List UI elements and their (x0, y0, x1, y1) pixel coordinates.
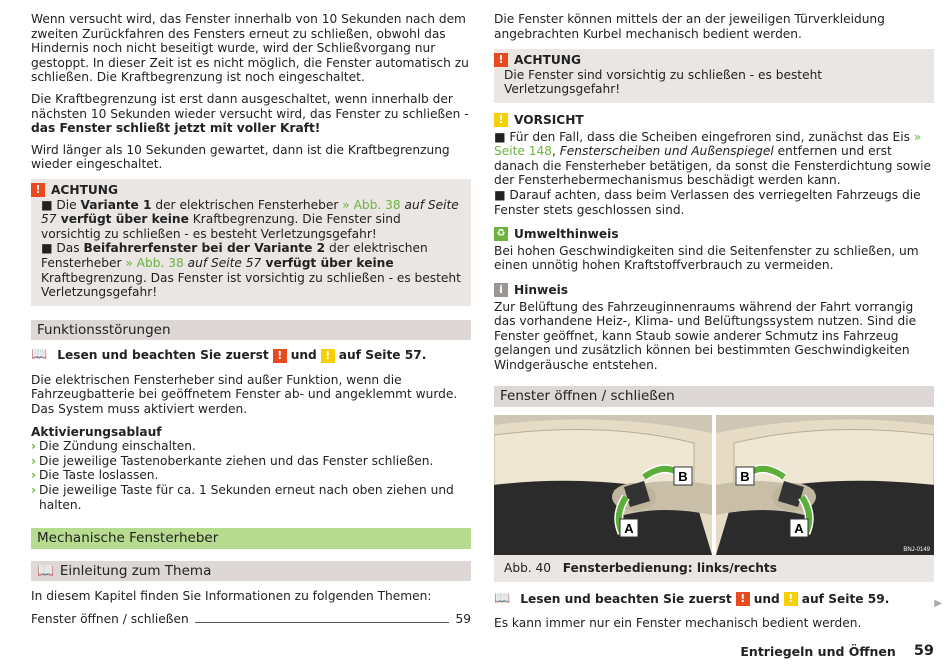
warning-icon: ! (273, 349, 287, 363)
section-heading: Fenster öffnen / schließen (494, 386, 934, 407)
eco-icon: ♻ (494, 227, 508, 241)
bold-text: Beifahrerfenster bei der Variante 2 (83, 241, 326, 256)
bold-text: verfügt über keine (261, 255, 394, 270)
read-first-note (31, 348, 471, 363)
step-item (31, 468, 471, 483)
step-text: Die Zündung einschalten. (39, 439, 196, 454)
note-head (494, 283, 934, 298)
text: und (290, 348, 317, 363)
label-b: B (678, 469, 688, 485)
warning-bullet (41, 241, 461, 299)
warning-text: Die Fenster sind vorsichtig zu schließen - es besteht Verletzungsgefahr! (504, 67, 823, 97)
warning-title: ACHTUNG (51, 182, 118, 197)
left-column (31, 12, 471, 627)
warning-head (494, 53, 924, 68)
book-icon: 📖 (37, 562, 54, 579)
caution-icon: ! (321, 349, 335, 363)
paragraph: Wenn versucht wird, das Fenster innerhalb von 10 Sekunden nach dem zweiten Zurückfahren des Fensters erneut zu schließen, obwohl das Hindernis noch nicht beseitigt wurde, wird der Schließvorgang nur gestoppt. In dieser Zeit ist es nicht möglich, die Fenster automatisch zu schließen. Die Kraftbegrenzung ist noch eingeschaltet. (31, 12, 469, 85)
italic-text: auf Seite 57 (41, 197, 459, 227)
step-item (31, 483, 471, 512)
eco-title: Umwelthinweis (514, 227, 619, 242)
bold-text: Variante 1 (80, 197, 152, 212)
step-text: Die jeweilige Taste für ca. 1 Sekunden erneut nach oben ziehen und halten. (39, 483, 454, 512)
page-link[interactable]: » Seite 148 (494, 129, 922, 159)
caution-bullet: ■ Darauf achten, dass beim Verlassen des verriegelten Fahrzeugs die Fenster stets geschlossen sind. (494, 187, 921, 217)
figure-link[interactable]: » Abb. 38 (125, 255, 184, 270)
section-heading: Funktionsstörungen (31, 320, 471, 341)
figure (494, 415, 934, 555)
text: Lesen und beachten Sie zuerst (520, 591, 732, 606)
figure-link[interactable]: » Abb. 38 (342, 197, 401, 212)
arrow-icon: › (31, 439, 37, 454)
book-icon: 📖 (31, 347, 48, 363)
text: der elektrischen Fensterheber (151, 197, 343, 212)
toc-entry[interactable] (31, 612, 471, 627)
figure-number: Abb. 40 (504, 561, 552, 576)
text: Die Kraftbegrenzung ist erst dann ausgeschaltet, wenn innerhalb der nächsten 10 Sekunden wieder versucht wird, das Fenster zu schließen - (31, 91, 469, 121)
step-text: Die Taste loslassen. (39, 468, 159, 483)
text: auf Seite 57. (338, 348, 427, 363)
bold-text: das Fenster schließt jetzt mit voller Kraft! (31, 121, 321, 136)
paragraph: Die elektrischen Fensterheber sind außer Funktion, wenn die Fahrzeugbatterie bei geöffnetem Fenster ab- und angeklemmt wurde. Das System muss aktiviert werden. (31, 372, 458, 417)
arrow-icon: › (31, 453, 37, 468)
bold-text: verfügt über keine (56, 212, 189, 227)
door-left-illustration (494, 415, 712, 555)
warning-title: ACHTUNG (514, 53, 581, 68)
warning-icon: ! (31, 183, 45, 197)
caution-title: VORSICHT (514, 112, 584, 127)
step-item (31, 439, 471, 454)
text: entfernen und erst danach die Fensterheber betätigen, da sonst die Fensterdichtung sowie der Fensterhebermechanismus beschädigt werden kann. (494, 144, 932, 188)
arrow-icon: › (31, 468, 37, 483)
text: der elektrischen Fensterheber (41, 241, 428, 270)
subheading: Aktivierungsablauf (31, 424, 162, 439)
page-number: 59 (913, 643, 934, 659)
caution-bullet (494, 130, 934, 188)
text: Kraftbegrenzung. Das Fenster ist vorsichtig zu schließen - es besteht Verletzungsgefahr! (41, 270, 461, 300)
figure-title: Fensterbedienung: links/rechts (562, 561, 777, 576)
paragraph: Wird länger als 10 Sekunden gewartet, dann ist die Kraftbegrenzung wieder eingeschaltet. (31, 142, 450, 172)
text: , (552, 144, 560, 159)
figure-caption (494, 555, 934, 582)
caution-icon: ! (784, 592, 798, 606)
warning-head (31, 183, 461, 198)
label-a: A (794, 521, 804, 537)
text: und (753, 591, 780, 606)
paragraph: In diesem Kapitel finden Sie Informationen zu folgenden Themen: (31, 589, 432, 604)
label-b: B (740, 469, 750, 485)
paragraph: Die Fenster können mittels der an der jeweiligen Türverkleidung angebrachten Kurbel mechanisch bedient werden. (494, 12, 885, 41)
note-title: Hinweis (514, 282, 569, 297)
caution-icon: ! (494, 113, 508, 127)
text: ■ Für den Fall, dass die Scheiben eingefroren sind, zunächst das Eis (494, 129, 914, 144)
text: ■ Das (41, 241, 84, 256)
caution-head (494, 113, 934, 128)
note-text: Zur Belüftung des Fahrzeuginnenraums während der Fahrt vorrangig das vorhandene Heiz-, Klima- und Belüftungssystem nutzen. Sind die Fenster geöffnet, kann Staub sowie anderer Schmutz ins Fahrzeug gelangen und zusätzlich können bei bestimmten Geschwindigkeiten Windgeräusche entstehen. (494, 299, 917, 372)
info-icon: i (494, 283, 508, 297)
toc-label[interactable]: Fenster öffnen / schließen (31, 612, 189, 626)
next-page-icon[interactable]: ▶ (934, 598, 942, 609)
toc-page[interactable]: 59 (455, 612, 471, 626)
warning-box (31, 179, 471, 306)
page-footer (740, 643, 934, 659)
section-heading: Mechanische Fensterheber (31, 528, 471, 549)
italic-text: auf Seite 57 (183, 255, 262, 270)
step-text: Die jeweilige Tastenoberkante ziehen und das Fenster schließen. (39, 453, 434, 468)
text: auf Seite 59. (801, 591, 890, 606)
section-heading (31, 561, 471, 582)
book-icon: 📖 (494, 590, 511, 606)
warning-bullet (41, 198, 461, 242)
figure-code: BNJ-0149 (903, 547, 930, 554)
warning-box (494, 49, 934, 103)
toc-leader (195, 622, 450, 623)
text: ■ Die (41, 197, 81, 212)
read-first-note (494, 592, 934, 607)
step-item (31, 454, 471, 469)
paragraph (31, 92, 471, 136)
warning-icon: ! (736, 592, 750, 606)
right-column (494, 12, 934, 638)
chapter-title: Entriegeln und Öffnen (740, 643, 896, 659)
italic-text: Fensterscheiben und Außenspiegel (559, 144, 774, 159)
text: Kraftbegrenzung. Die Fenster sind vorsichtig zu schließen - es besteht Verletzungsgefahr! (41, 212, 401, 241)
door-right-illustration (716, 415, 934, 555)
label-a: A (624, 521, 634, 537)
section-title: Einleitung zum Thema (59, 562, 212, 579)
eco-text: Bei hohen Geschwindigkeiten sind die Seitenfenster zu schließen, um einen unnötig hohen Kraftstoffverbrauch zu vermeiden. (494, 243, 919, 273)
arrow-icon: › (31, 483, 37, 498)
text: Lesen und beachten Sie zuerst (57, 348, 269, 363)
warning-icon: ! (494, 53, 508, 67)
paragraph: Es kann immer nur ein Fenster mechanisch bedient werden. (494, 616, 862, 631)
eco-head (494, 227, 934, 242)
